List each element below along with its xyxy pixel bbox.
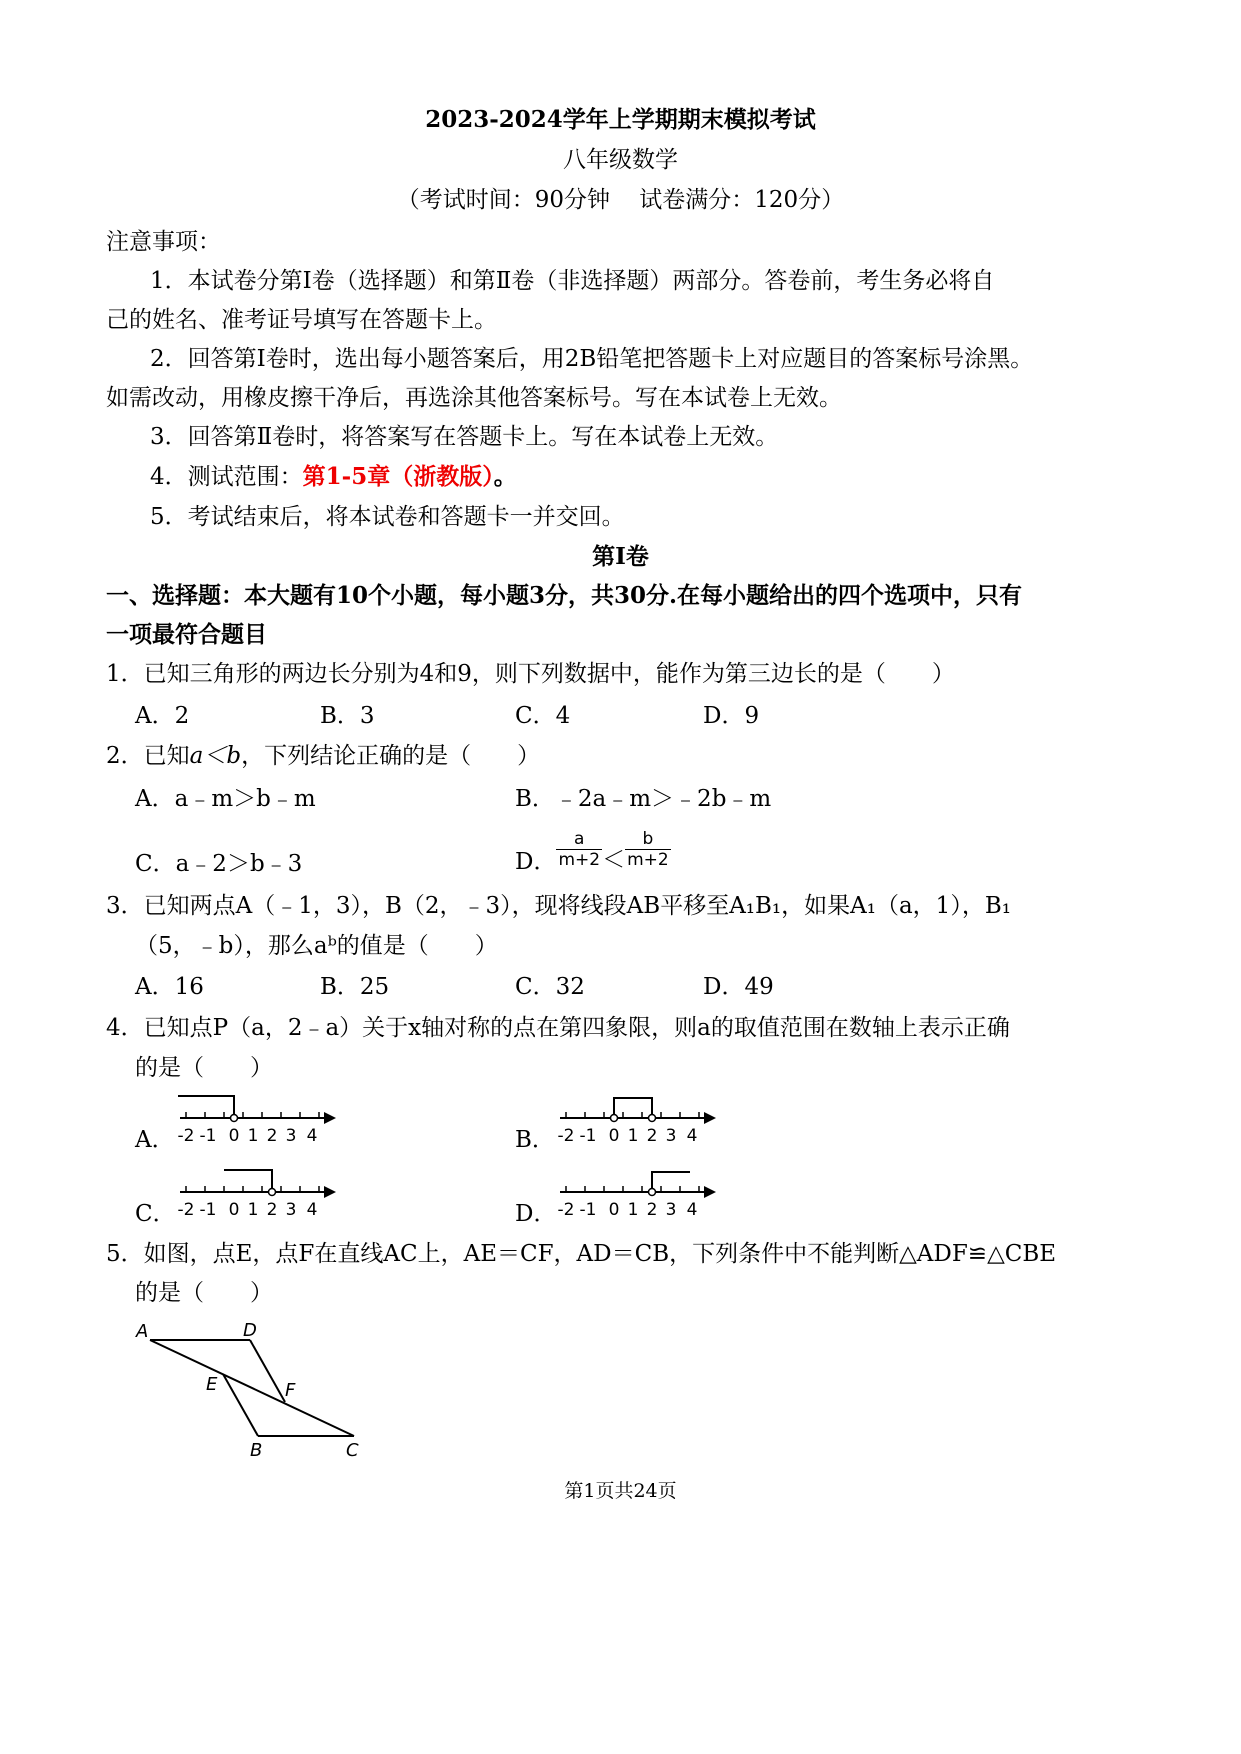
q2-d-right-denominator: m+2	[627, 849, 669, 870]
tick-label: 2	[646, 1200, 658, 1220]
q5-geometry-figure	[128, 1318, 378, 1468]
q3-option-c[interactable]: C．32	[515, 974, 585, 1000]
q4-option-d[interactable]: D．	[515, 1201, 557, 1227]
tick-label: 2	[266, 1200, 278, 1220]
question-3-stem: 3．已知两点A（﹣1，3），B（2，﹣3），现将线段AB平移至A₁B₁，如果A₁（a，1），B₁	[106, 893, 1011, 919]
tick-label: 3	[665, 1126, 677, 1146]
q1-option-b[interactable]: B．3	[320, 703, 375, 729]
q2-d-relation: ＜	[602, 847, 626, 873]
notice-item-2: 2．回答第Ⅰ卷时，选出每小题答案后，用2B铅笔把答题卡上对应题目的答案标号涂黑。	[150, 346, 1034, 372]
part-title: 第Ⅰ卷	[592, 543, 649, 570]
q4-option-c[interactable]: C．	[135, 1201, 176, 1227]
tick-label: 0	[608, 1200, 620, 1220]
point-label-c: C	[346, 1440, 359, 1461]
q3-option-d[interactable]: D．49	[703, 974, 774, 1000]
notice-heading: 注意事项：	[106, 229, 221, 255]
tick-label: 2	[646, 1126, 658, 1146]
tick-label: 3	[285, 1200, 297, 1220]
tick-label: 0	[608, 1126, 620, 1146]
question-4-stem-cont: 的是（ ）	[135, 1055, 273, 1081]
tick-label: 2	[266, 1126, 278, 1146]
question-5-stem-cont: 的是（ ）	[135, 1280, 273, 1306]
tick-label: -1	[579, 1126, 597, 1146]
notice-item-2-cont: 如需改动，用橡皮擦干净后，再选涂其他答案标号。写在本试卷上无效。	[106, 385, 842, 411]
section-heading-cont: 一项最符合题目	[106, 621, 267, 648]
segment-ac	[150, 1340, 354, 1436]
question-4-stem: 4．已知点P（a，2﹣a）关于x轴对称的点在第四象限，则a的取值范围在数轴上表示正确	[106, 1015, 1010, 1041]
tick-label: -2	[177, 1126, 195, 1146]
q3-option-b[interactable]: B．25	[320, 974, 390, 1000]
q4-number-line-c	[170, 1160, 350, 1224]
page-footer: 第1页共24页	[564, 1480, 677, 1502]
q2-option-d[interactable]	[515, 826, 671, 884]
q4-number-line-d	[550, 1160, 730, 1224]
question-1-stem: 1．已知三角形的两边长分别为4和9，则下列数据中，能作为第三边长的是（ ）	[106, 661, 955, 687]
exam-title: 2023-2024学年上学期期末模拟考试	[425, 106, 816, 133]
q2-option-a[interactable]: A．a﹣m＞b﹣m	[135, 786, 316, 812]
point-label-a: A	[136, 1321, 149, 1342]
point-label-e: E	[206, 1374, 218, 1395]
tick-label: 0	[228, 1200, 240, 1220]
tick-label: 4	[686, 1126, 698, 1146]
q2-d-right-numerator: b	[625, 829, 671, 850]
tick-label: 3	[285, 1126, 297, 1146]
tick-label: 1	[627, 1200, 639, 1220]
point-label-d: D	[243, 1320, 257, 1341]
question-5-stem: 5．如图，点E，点F在直线AC上，AE＝CF，AD＝CB，下列条件中不能判断△ADF≌△CBE	[106, 1241, 1057, 1267]
test-scope: 第1-5章（浙教版）	[302, 463, 494, 490]
tick-label: -2	[557, 1126, 575, 1146]
q2-option-c[interactable]: C．a﹣2＞b﹣3	[135, 851, 303, 877]
q4-option-b[interactable]: B．	[515, 1127, 555, 1153]
tick-label: 1	[247, 1126, 259, 1146]
q2-d-left-numerator: a	[556, 829, 602, 850]
segment-df	[250, 1340, 285, 1402]
notice-item-4-suffix: 。	[493, 463, 517, 490]
point-label-f: F	[285, 1380, 296, 1401]
q2-stem-start: 2．已知	[106, 743, 190, 769]
q4-number-line-a	[170, 1086, 350, 1150]
q4-number-line-b	[550, 1086, 730, 1150]
exam-time-info: （考试时间：90分钟 试卷满分：120分）	[396, 187, 845, 213]
q4-option-a[interactable]: A．	[135, 1127, 175, 1153]
q1-option-d[interactable]: D．9	[703, 703, 760, 729]
q2-condition: a＜b	[189, 743, 242, 769]
q2-d-left-fraction	[556, 829, 602, 870]
tick-label: -2	[177, 1200, 195, 1220]
q2-option-d-label: D．	[515, 849, 557, 875]
q2-d-right-fraction	[625, 829, 671, 870]
q1-option-a[interactable]: A．2	[135, 703, 190, 729]
tick-label: 4	[686, 1200, 698, 1220]
tick-label: 0	[228, 1126, 240, 1146]
notice-item-4	[150, 461, 517, 493]
exam-subject: 八年级数学	[563, 147, 678, 173]
section-heading: 一、选择题：本大题有10个小题，每小题3分，共30分.在每小题给出的四个选项中，只有	[106, 582, 1023, 609]
notice-item-5: 5．考试结束后，将本试卷和答题卡一并交回。	[150, 504, 625, 530]
tick-label: -1	[199, 1126, 217, 1146]
tick-label: 4	[306, 1126, 318, 1146]
q2-stem-end: ，下列结论正确的是（ ）	[241, 743, 541, 769]
q1-option-c[interactable]: C．4	[515, 703, 571, 729]
tick-label: 1	[247, 1200, 259, 1220]
tick-label: -1	[579, 1200, 597, 1220]
notice-item-3: 3．回答第Ⅱ卷时，将答案写在答题卡上。写在本试卷上无效。	[150, 424, 779, 450]
question-2-stem	[106, 740, 540, 772]
notice-item-1-cont: 己的姓名、准考证号填写在答题卡上。	[106, 307, 497, 333]
q2-d-left-denominator: m+2	[558, 849, 601, 870]
tick-label: 1	[627, 1126, 639, 1146]
tick-label: 3	[665, 1200, 677, 1220]
tick-label: -2	[557, 1200, 575, 1220]
point-label-b: B	[250, 1440, 263, 1461]
question-3-stem-cont: （5，﹣b），那么aᵇ的值是（ ）	[135, 933, 498, 959]
tick-label: 4	[306, 1200, 318, 1220]
notice-item-4-prefix: 4．测试范围：	[150, 464, 303, 490]
q2-option-b[interactable]: B．﹣2a﹣m＞﹣2b﹣m	[515, 786, 772, 812]
notice-item-1: 1．本试卷分第Ⅰ卷（选择题）和第Ⅱ卷（非选择题）两部分。答卷前，考生务必将自	[150, 268, 995, 294]
q3-option-a[interactable]: A．16	[135, 974, 204, 1000]
tick-label: -1	[199, 1200, 217, 1220]
